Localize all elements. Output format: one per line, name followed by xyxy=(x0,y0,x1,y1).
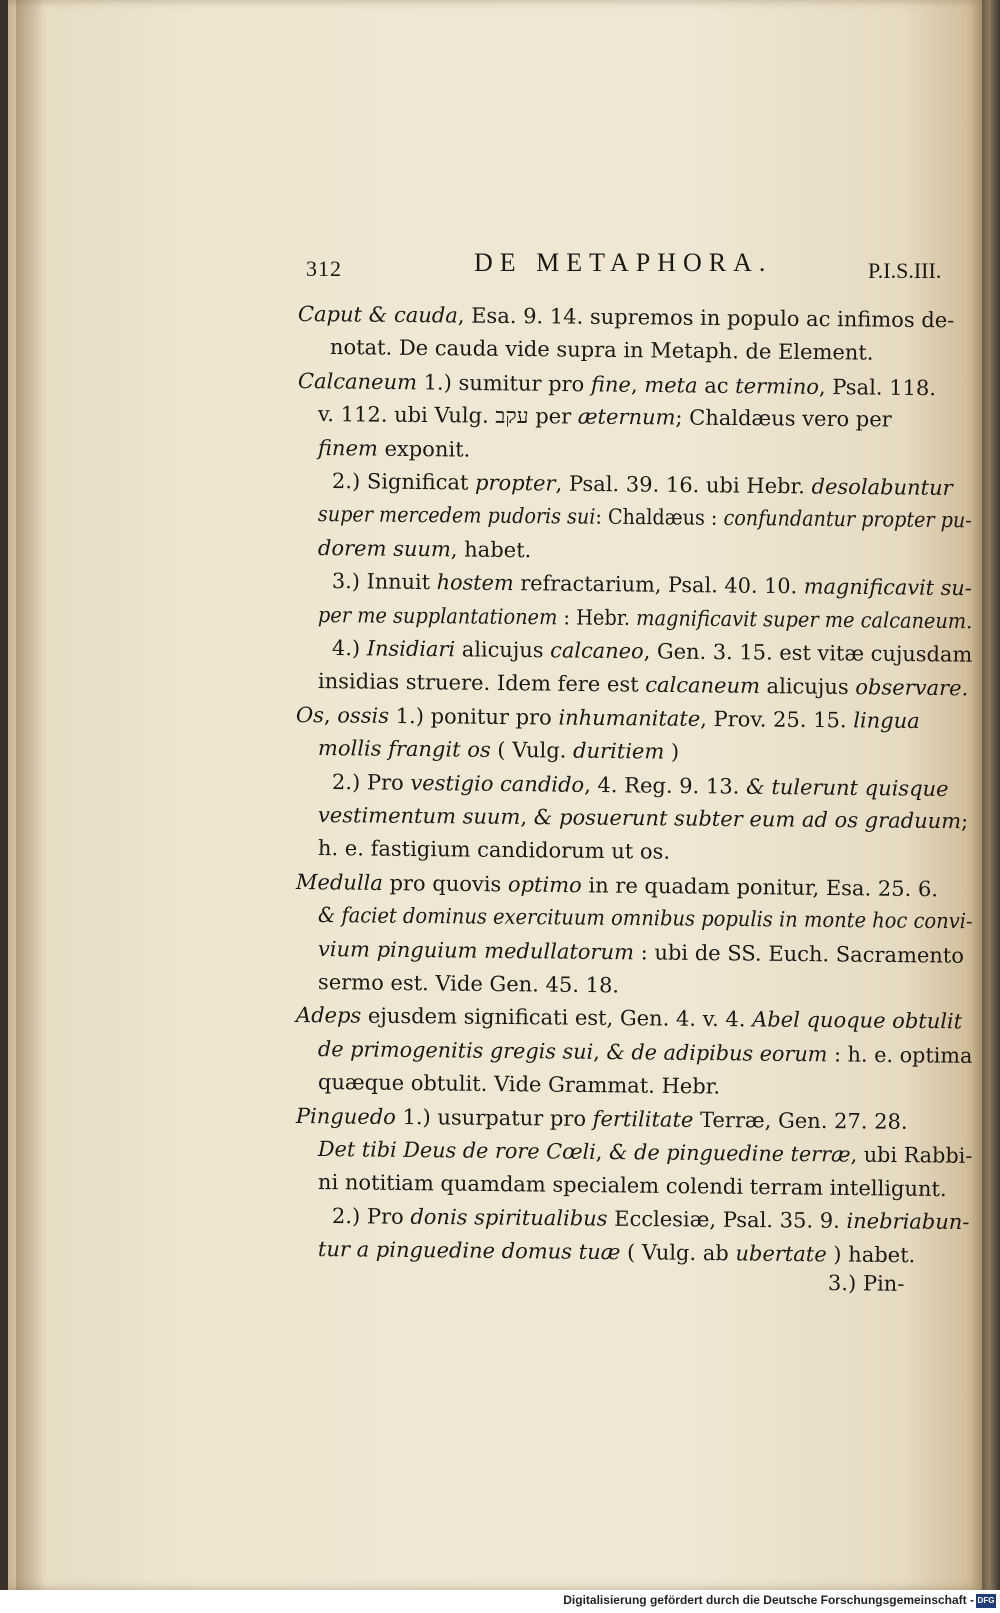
text-segment: Det tibi Deus de rore Cœli xyxy=(317,1137,596,1164)
text-line xyxy=(296,868,938,903)
text-segment: ; Chaldæus vero per xyxy=(675,405,892,432)
text-segment: & posuerunt subter eum ad os graduum xyxy=(533,805,962,834)
text-line xyxy=(318,434,471,464)
text-line xyxy=(298,367,936,402)
text-segment: tur a pinguedine domus tuæ xyxy=(317,1237,621,1265)
gutter-shadow xyxy=(16,0,44,1590)
text-segment: Insidiari xyxy=(366,636,456,662)
text-line xyxy=(332,768,949,803)
text-segment: quæque obtulit. Vide Grammat. Hebr. xyxy=(317,1070,721,1099)
text-segment: vestimentum suum xyxy=(317,803,521,829)
text-line xyxy=(318,534,532,564)
text-line xyxy=(332,567,972,602)
text-line xyxy=(296,701,920,735)
text-line xyxy=(318,1068,720,1101)
text-line xyxy=(296,1102,908,1136)
text-line xyxy=(332,467,953,502)
text-line xyxy=(318,1135,973,1170)
text-segment: 3.) Pin- xyxy=(827,1271,905,1296)
text-line xyxy=(330,333,874,367)
text-segment: 1.) sumitur pro xyxy=(416,370,592,397)
text-segment: sermo est. Vide Gen. 45. 18. xyxy=(317,970,620,998)
digitization-footer xyxy=(0,1590,1000,1613)
text-segment: alicujus xyxy=(455,637,551,663)
text-segment: : Hebr. xyxy=(557,605,637,631)
text-line xyxy=(318,500,972,534)
text-segment: mollis frangit os xyxy=(317,736,491,762)
text-segment: hostem xyxy=(436,570,514,596)
text-segment: , xyxy=(595,1139,610,1165)
text-segment: ( Vulg. ab xyxy=(620,1240,736,1266)
text-segment: vestigio candido xyxy=(410,770,585,797)
book-page xyxy=(8,0,982,1590)
text-segment: Terræ, Gen. 27. 28. xyxy=(693,1107,908,1134)
text-segment: fine xyxy=(590,372,632,397)
text-line xyxy=(318,801,968,835)
text-segment: , habet. xyxy=(450,537,532,563)
text-segment: & tulerunt quisque xyxy=(745,774,949,801)
dfg-logo-icon: DFG xyxy=(976,1594,996,1608)
text-segment: desolabuntur xyxy=(811,474,953,501)
text-segment: ni notitiam quamdam specialem colendi terram intelligunt. xyxy=(317,1170,947,1202)
text-segment: termino xyxy=(735,373,820,399)
text-segment: , Esa. 9. 14. supremos in populo ac infimos de- xyxy=(457,303,955,333)
page-number: 312 xyxy=(306,256,342,281)
text-segment: fertilitate xyxy=(592,1106,694,1132)
text-segment: ubertate xyxy=(735,1241,827,1267)
text-segment: dorem suum xyxy=(317,536,452,562)
text-line xyxy=(318,1235,916,1269)
text-segment: super mercedem pudoris sui xyxy=(317,502,596,529)
text-segment: 2.) Significat xyxy=(331,469,476,495)
text-line xyxy=(318,667,969,702)
text-segment: finem xyxy=(317,436,378,461)
text-segment: Os xyxy=(295,703,325,728)
text-segment: 2.) Pro xyxy=(331,770,411,795)
text-segment: , xyxy=(630,372,645,397)
text-segment: , xyxy=(520,804,534,830)
text-segment: notat. De cauda vide supra in Metaph. de Element. xyxy=(329,335,874,365)
text-line xyxy=(318,1035,973,1070)
text-segment: per me supplantationem xyxy=(317,603,558,630)
text-segment: , xyxy=(593,1039,607,1065)
text-segment: : h. e. optima xyxy=(827,1042,973,1068)
text-segment: ) habet. xyxy=(826,1242,916,1268)
text-segment: exponit. xyxy=(377,436,471,462)
text-line xyxy=(296,1001,962,1035)
text-segment: inhumanitate xyxy=(558,705,701,731)
text-segment: duritiem xyxy=(572,738,665,764)
text-segment: ( Vulg. xyxy=(490,737,574,763)
text-segment: vium pinguium medullatorum xyxy=(317,937,635,965)
running-title: DE METAPHORA. xyxy=(474,248,773,277)
text-segment: Pinguedo xyxy=(295,1104,396,1129)
text-segment: æternum xyxy=(577,404,676,430)
text-line xyxy=(318,734,679,766)
text-segment: & de adipibus eorum xyxy=(606,1040,828,1067)
text-segment: pro quovis xyxy=(382,870,509,897)
text-line xyxy=(318,968,619,999)
text-segment: , 4. Reg. 9. 13. xyxy=(584,772,747,799)
text-segment: ejusdem significati est, Gen. 4. v. 4. xyxy=(361,1003,753,1032)
text-segment: 1.) ponitur pro xyxy=(388,703,559,730)
text-line xyxy=(318,834,670,866)
text-segment: & de pinguedine terræ xyxy=(608,1140,851,1167)
text-segment: , Prov. 25. 15. xyxy=(700,706,854,733)
text-segment: v. 112. ubi Vulg. עקב per xyxy=(317,402,578,429)
text-segment: de primogenitis gregis sui xyxy=(317,1037,594,1064)
text-segment: observare. xyxy=(855,675,969,701)
text-segment: Caput & cauda xyxy=(297,302,458,328)
text-segment: magnificavit super me calcaneum. xyxy=(636,606,973,634)
text-segment: ; xyxy=(961,809,969,834)
text-segment: 4.) xyxy=(331,636,367,661)
text-segment: refractarium, Psal. 40. 10. xyxy=(513,571,804,599)
text-segment: : Chaldæus : xyxy=(595,504,724,530)
text-segment: inebriabun- xyxy=(846,1208,970,1235)
text-segment: calcaneo xyxy=(550,638,644,664)
text-segment: , ubi Rabbi- xyxy=(850,1142,973,1168)
text-segment: Ecclesiæ, Psal. 35. 9. xyxy=(607,1206,847,1233)
text-segment: : ubi de SS. Euch. Sacramento xyxy=(633,940,965,968)
text-segment: 2.) Pro xyxy=(331,1204,411,1229)
text-segment: , Psal. 39. 16. ubi Hebr. xyxy=(555,471,812,499)
text-segment: meta xyxy=(644,372,698,398)
text-segment: ossis xyxy=(337,703,390,728)
text-line xyxy=(298,300,955,334)
text-line xyxy=(332,634,973,669)
text-segment: magnificavit su- xyxy=(803,574,972,601)
text-segment: 1.) usurpatur pro xyxy=(395,1104,593,1131)
page-edge xyxy=(982,0,1000,1590)
text-line xyxy=(318,400,892,434)
text-segment: confundantur propter pu- xyxy=(723,505,972,533)
text-line xyxy=(318,935,964,970)
text-segment: , Gen. 3. 15. est vitæ cujusdam xyxy=(643,639,973,667)
text-line xyxy=(318,601,973,635)
text-segment: Calcaneum xyxy=(297,369,418,395)
text-segment: Adeps xyxy=(295,1003,362,1028)
text-segment: lingua xyxy=(853,708,920,733)
text-segment: 3.) Innuit xyxy=(331,569,437,595)
text-line xyxy=(318,901,973,935)
text-segment: insidias struere. Idem fere est xyxy=(317,669,646,697)
text-line xyxy=(332,1202,970,1236)
text-segment: Abel quoque obtulit xyxy=(752,1007,963,1034)
text-segment: donis spiritualibus xyxy=(410,1204,608,1231)
section-mark: P.I.S.III. xyxy=(868,258,942,283)
text-segment: in re quadam ponitur, Esa. 25. 6. xyxy=(581,873,939,902)
text-segment: h. e. fastigium candidorum ut os. xyxy=(317,836,671,864)
text-segment: calcaneum xyxy=(645,672,761,699)
text-segment: optimo xyxy=(507,872,582,898)
text-line xyxy=(318,1168,947,1203)
text-line xyxy=(828,1269,905,1298)
text-segment: ac xyxy=(697,373,736,398)
text-segment: Medulla xyxy=(295,870,383,895)
text-segment: & faciet dominus exercituum omnibus populis in monte hoc convi- xyxy=(317,903,973,934)
text-segment: ) xyxy=(664,739,680,764)
text-segment: , xyxy=(323,703,338,728)
funding-credit: Digitalisierung gefördert durch die Deutsche Forschungsgemeinschaft - xyxy=(563,1593,974,1607)
text-segment: propter xyxy=(474,470,556,496)
text-segment: , Psal. 118. xyxy=(818,374,937,401)
text-segment: alicujus xyxy=(759,674,856,700)
